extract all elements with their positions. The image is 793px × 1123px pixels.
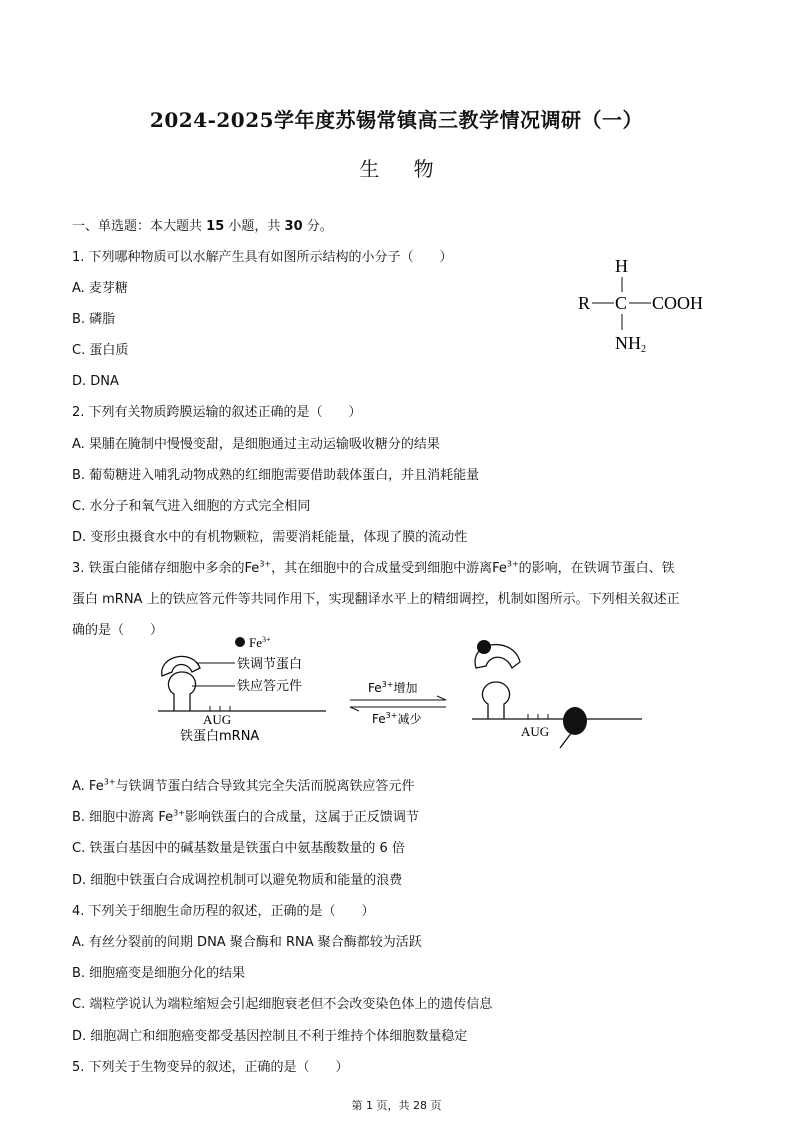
page-footer: 第 1 页，共 28 页 bbox=[351, 1099, 442, 1112]
codon-aug-right: AUG bbox=[521, 724, 550, 739]
section-count: 15 bbox=[206, 219, 225, 234]
fe-legend-dot bbox=[235, 637, 245, 647]
q3-option-a: A. $Fe^{3+}$与铁调节蛋白结合导致其完全失活而脱离铁应答元件 bbox=[72, 777, 415, 794]
q3-option-c: C. 铁蛋白基因中的碱基数量是铁蛋白中氨基酸数量的 6 倍 bbox=[72, 841, 405, 856]
section-prefix: 一、单选题：本大题共 bbox=[72, 219, 203, 234]
arrow-backward-head bbox=[350, 707, 359, 711]
q2-stem: 2. 下列有关物质跨膜运输的叙述正确的是（ ） bbox=[72, 405, 362, 420]
ribosome bbox=[563, 707, 587, 735]
group-cooh: COOH bbox=[652, 293, 704, 313]
bound-fe-ion bbox=[477, 640, 491, 654]
q3-option-d: D. 细胞中铁蛋白合成调控机制可以避免物质和能量的浪费 bbox=[72, 873, 403, 888]
subject-title: 生 物 bbox=[359, 157, 448, 181]
atom-h: H bbox=[615, 256, 628, 276]
q1-option-d: D. DNA bbox=[72, 374, 119, 389]
group-nh2: NH2 bbox=[615, 333, 646, 355]
page-title: 2024-2025学年度苏锡常镇高三教学情况调研（一） bbox=[149, 108, 644, 132]
q5-stem: 5. 下列关于生物变异的叙述，正确的是（ ） bbox=[72, 1060, 349, 1075]
q1-option-b: B. 磷脂 bbox=[72, 312, 116, 327]
q1-option-c: C. 蛋白质 bbox=[72, 343, 129, 358]
q1-stem: 1. 下列哪种物质可以水解产生具有如图所示结构的小分子（ ） bbox=[72, 250, 453, 265]
atom-c: C bbox=[615, 293, 628, 313]
section-score: 30 bbox=[284, 219, 303, 234]
q3-option-b: B. 细胞中游离 $Fe^{3+}$影响铁蛋白的合成量，这属于正反馈调节 bbox=[72, 808, 419, 825]
codon-aug-left: AUG bbox=[203, 712, 232, 727]
q2-option-c: C. 水分子和氧气进入细胞的方式完全相同 bbox=[72, 499, 311, 514]
label-ferritin-mrna: 铁蛋白mRNA bbox=[180, 729, 260, 744]
q3-stem-line2: 蛋白 mRNA 上的铁应答元件等共同作用下，实现翻译水平上的精细调控，机制如图所示。下列相关叙述正 bbox=[72, 592, 680, 607]
atom-r: R bbox=[578, 293, 591, 313]
q2-option-d: D. 变形虫摄食水中的有机物颗粒，需要消耗能量，体现了膜的流动性 bbox=[72, 530, 468, 545]
label-iron-regulatory-protein: 铁调节蛋白 bbox=[237, 657, 303, 672]
arrow-forward-head bbox=[437, 696, 446, 700]
label-iron-responsive-element: 铁应答元件 bbox=[237, 679, 303, 694]
iron-regulation-figure bbox=[150, 628, 650, 750]
q1-option-a: A. 麦芽糖 bbox=[72, 281, 128, 296]
q4-option-a: A. 有丝分裂前的间期 DNA 聚合酶和 RNA 聚合酶都较为活跃 bbox=[72, 935, 422, 950]
q4-option-d: D. 细胞凋亡和细胞癌变都受基因控制且不利于维持个体细胞数量稳定 bbox=[72, 1029, 468, 1044]
nascent-peptide bbox=[560, 732, 572, 748]
q4-option-b: B. 细胞癌变是细胞分化的结果 bbox=[72, 966, 246, 981]
q2-option-a: A. 果脯在腌制中慢慢变甜，是细胞通过主动运输吸收糖分的结果 bbox=[72, 437, 440, 452]
iron-regulatory-protein-left bbox=[162, 656, 200, 676]
amino-acid-structure-figure bbox=[572, 252, 732, 358]
q4-stem: 4. 下列关于细胞生命历程的叙述，正确的是（ ） bbox=[72, 904, 375, 919]
section-suffix: 分。 bbox=[306, 219, 333, 234]
q4-option-c: C. 端粒学说认为端粒缩短会引起细胞衰老但不会改变染色体上的遗传信息 bbox=[72, 997, 493, 1012]
section-mid: 小题，共 bbox=[228, 219, 281, 234]
q3-stem-line3: 确的是（ ） bbox=[72, 623, 164, 638]
arrow-label-fe-increase: $Fe^{3+}$增加 bbox=[368, 680, 418, 695]
q3-stem-line1: 3. 铁蛋白能储存细胞中多余的$Fe^{3+}$，其在细胞中的合成量受到细胞中游离$Fe^{3+}$的影响，在铁调节蛋白、铁 bbox=[72, 559, 675, 576]
q2-option-b: B. 葡萄糖进入哺乳动物成熟的红细胞需要借助载体蛋白，并且消耗能量 bbox=[72, 468, 480, 483]
iron-responsive-element-right bbox=[482, 682, 509, 719]
arrow-label-fe-decrease: $Fe^{3+}$减少 bbox=[372, 711, 422, 726]
fe-legend-label: $Fe^{3+}$ bbox=[249, 635, 271, 650]
section-heading bbox=[72, 219, 333, 235]
iron-responsive-element-left bbox=[168, 672, 195, 711]
